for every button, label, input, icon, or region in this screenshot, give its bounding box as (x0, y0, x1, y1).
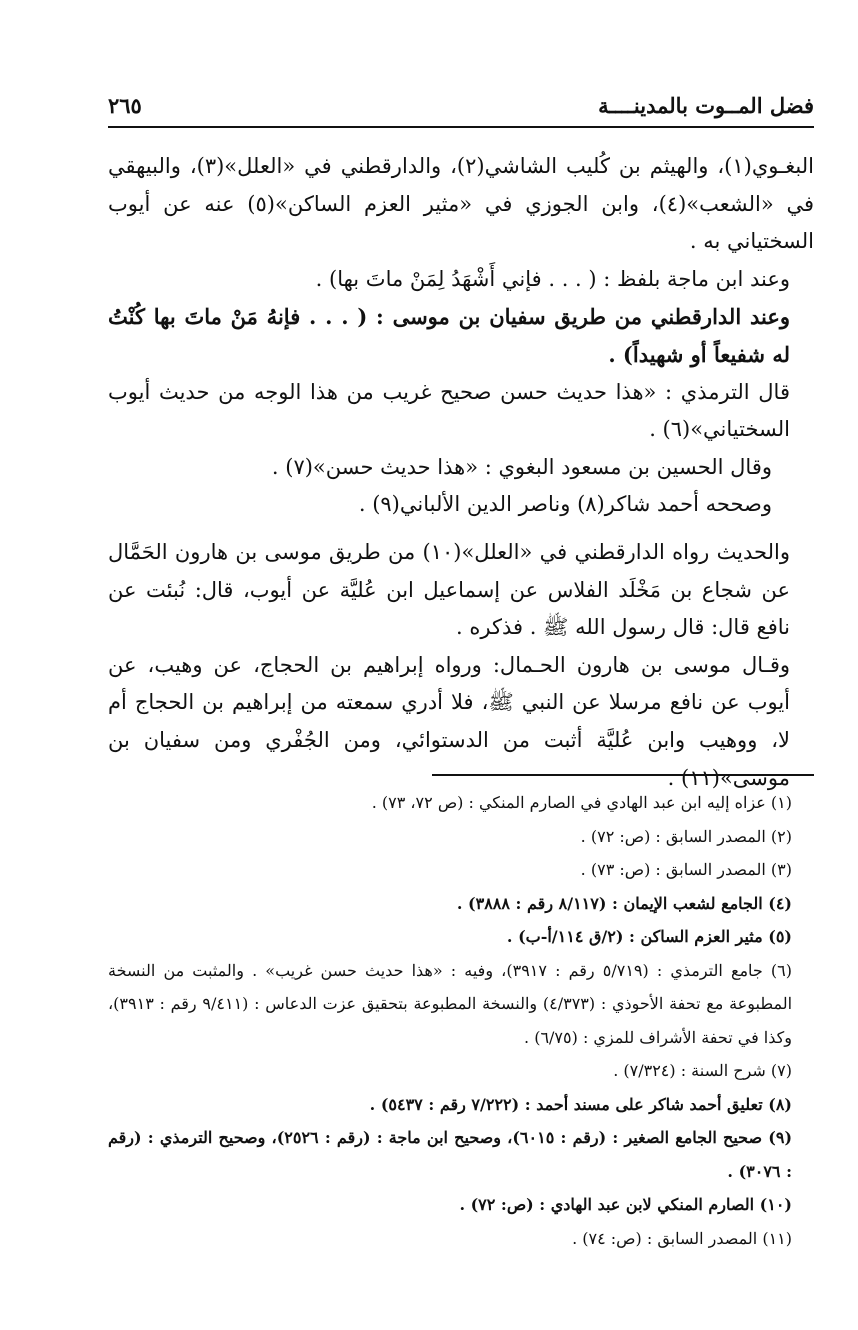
paragraph: وقال الحسين بن مسعود البغوي : «هذا حديث حسن»(٧) . (271, 454, 772, 479)
footnote: (٦) جامع الترمذي : (٥/٧١٩ رقم : ٣٩١٧)، وفيه : «هذا حديث حسن غريب» . والمثبت من النسخة المطبوعة مع تحفة الأحوذي : (٤/٣٧٣) والنسخة المطبوعة بتحقيق عزت الدعاس : (٩/٤١١ رقم : ٣٩١٣)، وكذا في تحفة الأشراف للمزي : (٦/٧٥) . (108, 960, 793, 1047)
paragraph: وصححه أحمد شاكر(٨) وناصر الدين الألباني(٩) . (358, 492, 772, 517)
paragraph: وعند ابن ماجة بلفظ : ( . . . فإني أَشْهَدُ لِمَنْ ماتَ بها) . (315, 266, 790, 291)
page-header (108, 78, 814, 118)
paragraph: وعند الدارقطني من طريق سفيان بن موسى : ( . . . فإنهُ مَنْ ماتَ بها كُنْتُ له شفيعاً أو شهيداً) . (108, 304, 790, 367)
paragraph: البغـوي(١)، والهيثم بن كُليب الشاشي(٢)، والدارقطني في «العلل»(٣)، والبيهقي في «الشعب»(٤)، وابن الجوزي في «مثير العزم الساكن»(٥) عنه عن أيوب السختياني به . (108, 154, 815, 254)
page-number: ٢٦٥ (108, 93, 142, 118)
footnote: (١٠) الصارم المنكي لابن عبد الهادي : (ص: ٧٢) . (459, 1195, 792, 1214)
footnote: (١) عزاه إليه ابن عبد الهادي في الصارم المنكي : (ص ٧٢، ٧٣) . (371, 793, 792, 812)
running-title: فضل المــوت بالمدينــــة (598, 93, 814, 118)
footnote: (٩) صحيح الجامع الصغير : (رقم : ٦٠١٥)، وصحيح ابن ماجة : (رقم : ٢٥٢٦)، وصحيح الترمذي : (رقم : ٣٠٧٦) . (108, 1128, 793, 1181)
main-text (108, 148, 814, 797)
paragraph: وقـال موسى بن هارون الحـمال: ورواه إبراهيم بن الحجاج، عن وهيب، عن أيوب عن نافع مرسلا عن النبي ﷺ، فلا أدري سمعته من إبراهيم بن الحجاج أم لا، ووهيب وابن عُليَّة أثبت من الدستوائي، ومن الجُفْري ومن سفيان بن موسى»(١١) . (108, 652, 790, 790)
footnote: (٨) تعليق أحمد شاكر على مسند أحمد : (٧/٢٢٢ رقم : ٥٤٣٧) . (369, 1094, 792, 1114)
footnote: (١١) المصدر السابق : (ص: ٧٤) . (572, 1228, 792, 1248)
paragraph: قال الترمذي : «هذا حديث حسن صحيح غريب من هذا الوجه من حديث أيوب السختياني»(٦) . (108, 379, 790, 442)
footnotes (108, 786, 814, 1255)
header-divider (108, 126, 814, 128)
footnote: (٣) المصدر السابق : (ص: ٧٣) . (580, 860, 792, 879)
footnote: (٢) المصدر السابق : (ص: ٧٢) . (580, 826, 792, 846)
paragraph: والحديث رواه الدارقطني في «العلل»(١٠) من طريق موسى بن هارون الحَمَّال عن شجاع بن مَخْلَد الفلاس عن إسماعيل ابن عُليَّة عن أيوب، قال: نُبئت عن نافع قال: قال رسول الله ﷺ . فذكره . (108, 539, 790, 640)
footnote-divider (432, 774, 814, 776)
footnote: (٧) شرح السنة : (٧/٣٢٤) . (613, 1061, 792, 1080)
footnote: (٥) مثير العزم الساكن : (٢/ق ١١٤/أ-ب) . (506, 927, 792, 946)
footnote: (٤) الجامع لشعب الإيمان : (٨/١١٧ رقم : ٣٨٨٨) . (456, 893, 792, 913)
